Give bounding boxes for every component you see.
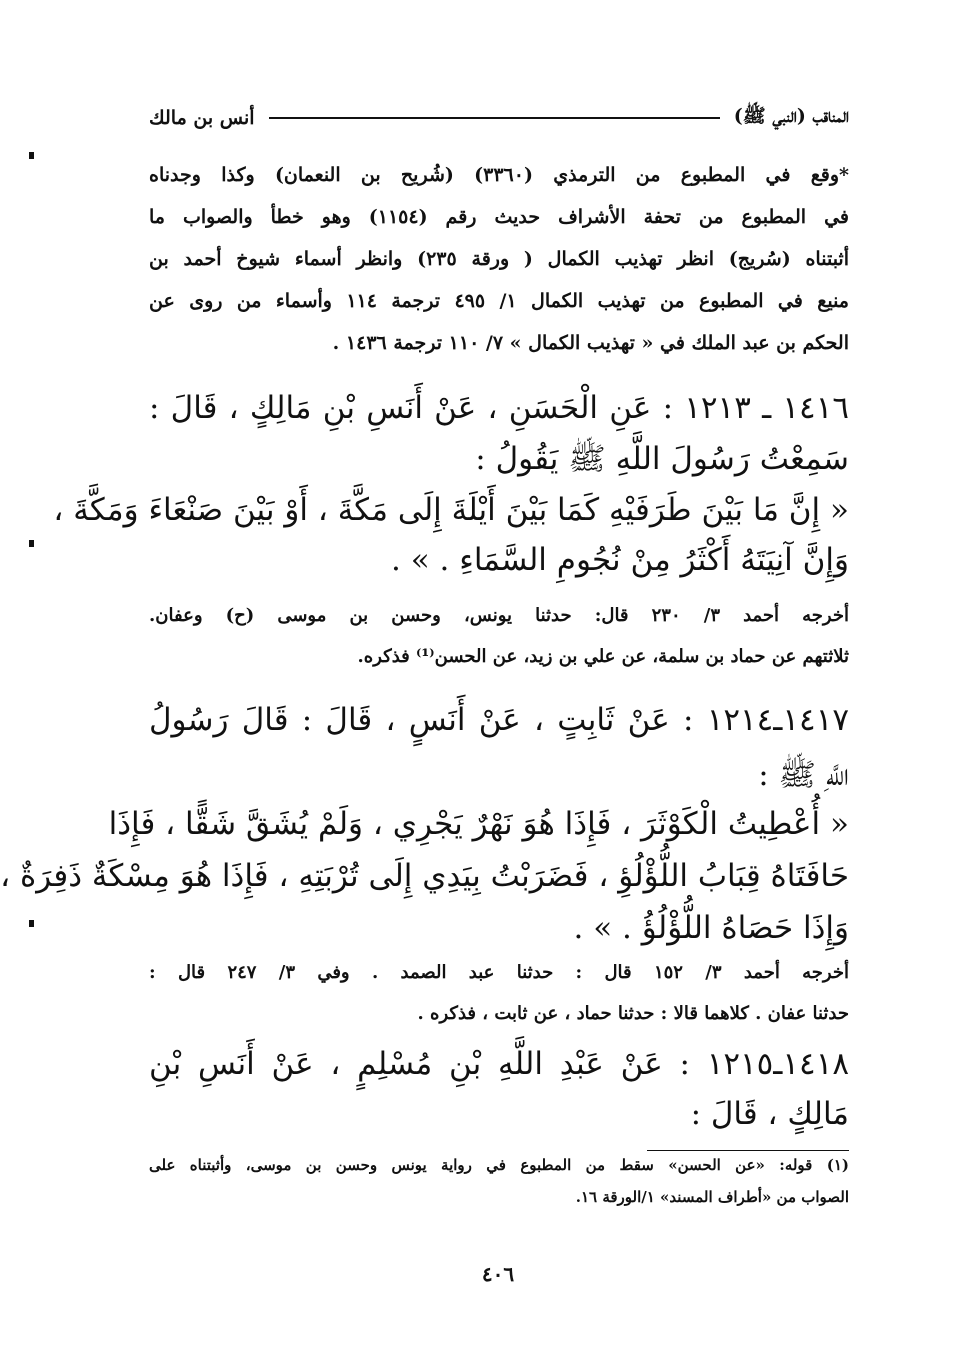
note-line: في المطبوع من تحفة الأشراف حديث رقم (١١٥٤) وهو خطأ والصواب ما xyxy=(149,206,849,228)
footnote-line: الصواب من «أطراف المسند» ١/الورقة ١٦. xyxy=(575,1188,849,1206)
hadith-1418-line: ١٤١٨ـ١٢١٥ : عَنْ عَبْدِ اللَّهِ بْنِ مُسْلِمٍ ، عَنْ أَنَسِ بْنِ xyxy=(149,1046,849,1082)
hadith-1417-line: « أُعْطِيتُ الْكَوْثَرَ ، فَإِذَا هُوَ نَهْرٌ يَجْرِي ، وَلَمْ يُشَقَّ شَقًّا ، فَإِذَا xyxy=(108,806,849,842)
hadith-1417-line: ١٤١٧ـ١٢١٤ : عَنْ ثَابِتٍ ، عَنْ أَنَسٍ ، قَالَ : قَالَ رَسُولُ xyxy=(149,702,849,738)
note-line: أثبتناه (سُريج) انظر تهذيب الكمال ( ورقة ٢٣٥) وانظر أسماء شيوخ أحمد بن xyxy=(149,248,849,270)
scan-margin-mark xyxy=(29,920,34,927)
scan-margin-mark xyxy=(29,540,34,547)
scan-margin-mark xyxy=(29,152,34,159)
hadith-1418-line: مَالِكٍ ، قَالَ : xyxy=(690,1096,849,1132)
citation-line: أخرجه أحمد ٣/ ١٥٢ قال : حدثنا عبد الصمد . وفي ٣/ ٢٤٧ قال : xyxy=(149,962,849,983)
running-header xyxy=(149,98,849,138)
hadith-1416-line: ١٤١٦ ـ ١٢١٣ : عَنِ الْحَسَنِ ، عَنْ أَنَسِ بْنِ مَالِكٍ ، قَالَ : xyxy=(149,390,849,426)
page-number: ٤٠٦ xyxy=(481,1262,515,1286)
footnote-line: (١) قوله: «عن الحسن» سقط من المطبوع في رواية يونس وحسن بن موسى، وأثبتناه على xyxy=(149,1156,849,1174)
citation-line: حدثنا عفان . كلاهما قالا : حدثنا حماد ، عن ثابت ، فذكره . xyxy=(417,1003,849,1024)
note-line: *وقع في المطبوع من الترمذي (٣٣٦٠) (شُريح بن النعمان) وكذا وجدناه xyxy=(149,164,849,186)
header-section-title: المناقب (النبي ﷺ) xyxy=(733,105,849,127)
header-rule xyxy=(269,117,720,119)
hadith-1416-line: وَإِنَّ آنِيَتَهُ أَكْثَرُ مِنْ نُجُومِ السَّمَاءِ . » . xyxy=(391,542,849,578)
footnote-rule xyxy=(647,1150,849,1151)
header-chapter-title: أنس بن مالك xyxy=(149,107,255,129)
hadith-1416-line: « إِنَّ مَا بَيْنَ طَرَفَيْهِ كَمَا بَيْنَ أَيْلَةَ إِلَى مَكَّةَ ، أَوْ بَيْنَ صَنْعَاءَ وَمَكَّةَ ، xyxy=(53,492,849,528)
citation-line: أخرجه أحمد ٣/ ٢٣٠ قال: حدثنا يونس، وحسن بن موسى (ح) وعفان. xyxy=(149,605,849,626)
hadith-1416-line: سَمِعْتُ رَسُولَ اللَّهِ ﷺ يَقُولُ : xyxy=(475,441,849,477)
note-line: منيع في المطبوع من تهذيب الكمال ١/ ٤٩٥ ترجمة ١١٤ وأسماء من روى عن xyxy=(149,290,849,312)
hadith-1417-line: اللَّهِ ﷺ : xyxy=(758,757,849,793)
hadith-1417-line: وَإِذَا حَصَاهُ اللُّؤْلُؤُ . » . xyxy=(573,910,849,946)
note-line: الحكم بن عبد الملك في « تهذيب الكمال » ٧/ ١١٠ ترجمة ١٤٣٦ . xyxy=(332,332,849,354)
hadith-1417-line: حَافَتَاهُ قِبَابُ اللُّؤْلُؤِ ، فَضَرَبْتُ بِيَدِي إِلَى تُرْبَتِهِ ، فَإِذَا هُوَ مِسْكَةٌ ذَفِرَةٌ ، xyxy=(0,858,849,894)
citation-line: ثلاثتهم عن حماد بن سلمة، عن علي بن زيد، عن الحسن⁽¹⁾ فذكره. xyxy=(357,646,849,667)
